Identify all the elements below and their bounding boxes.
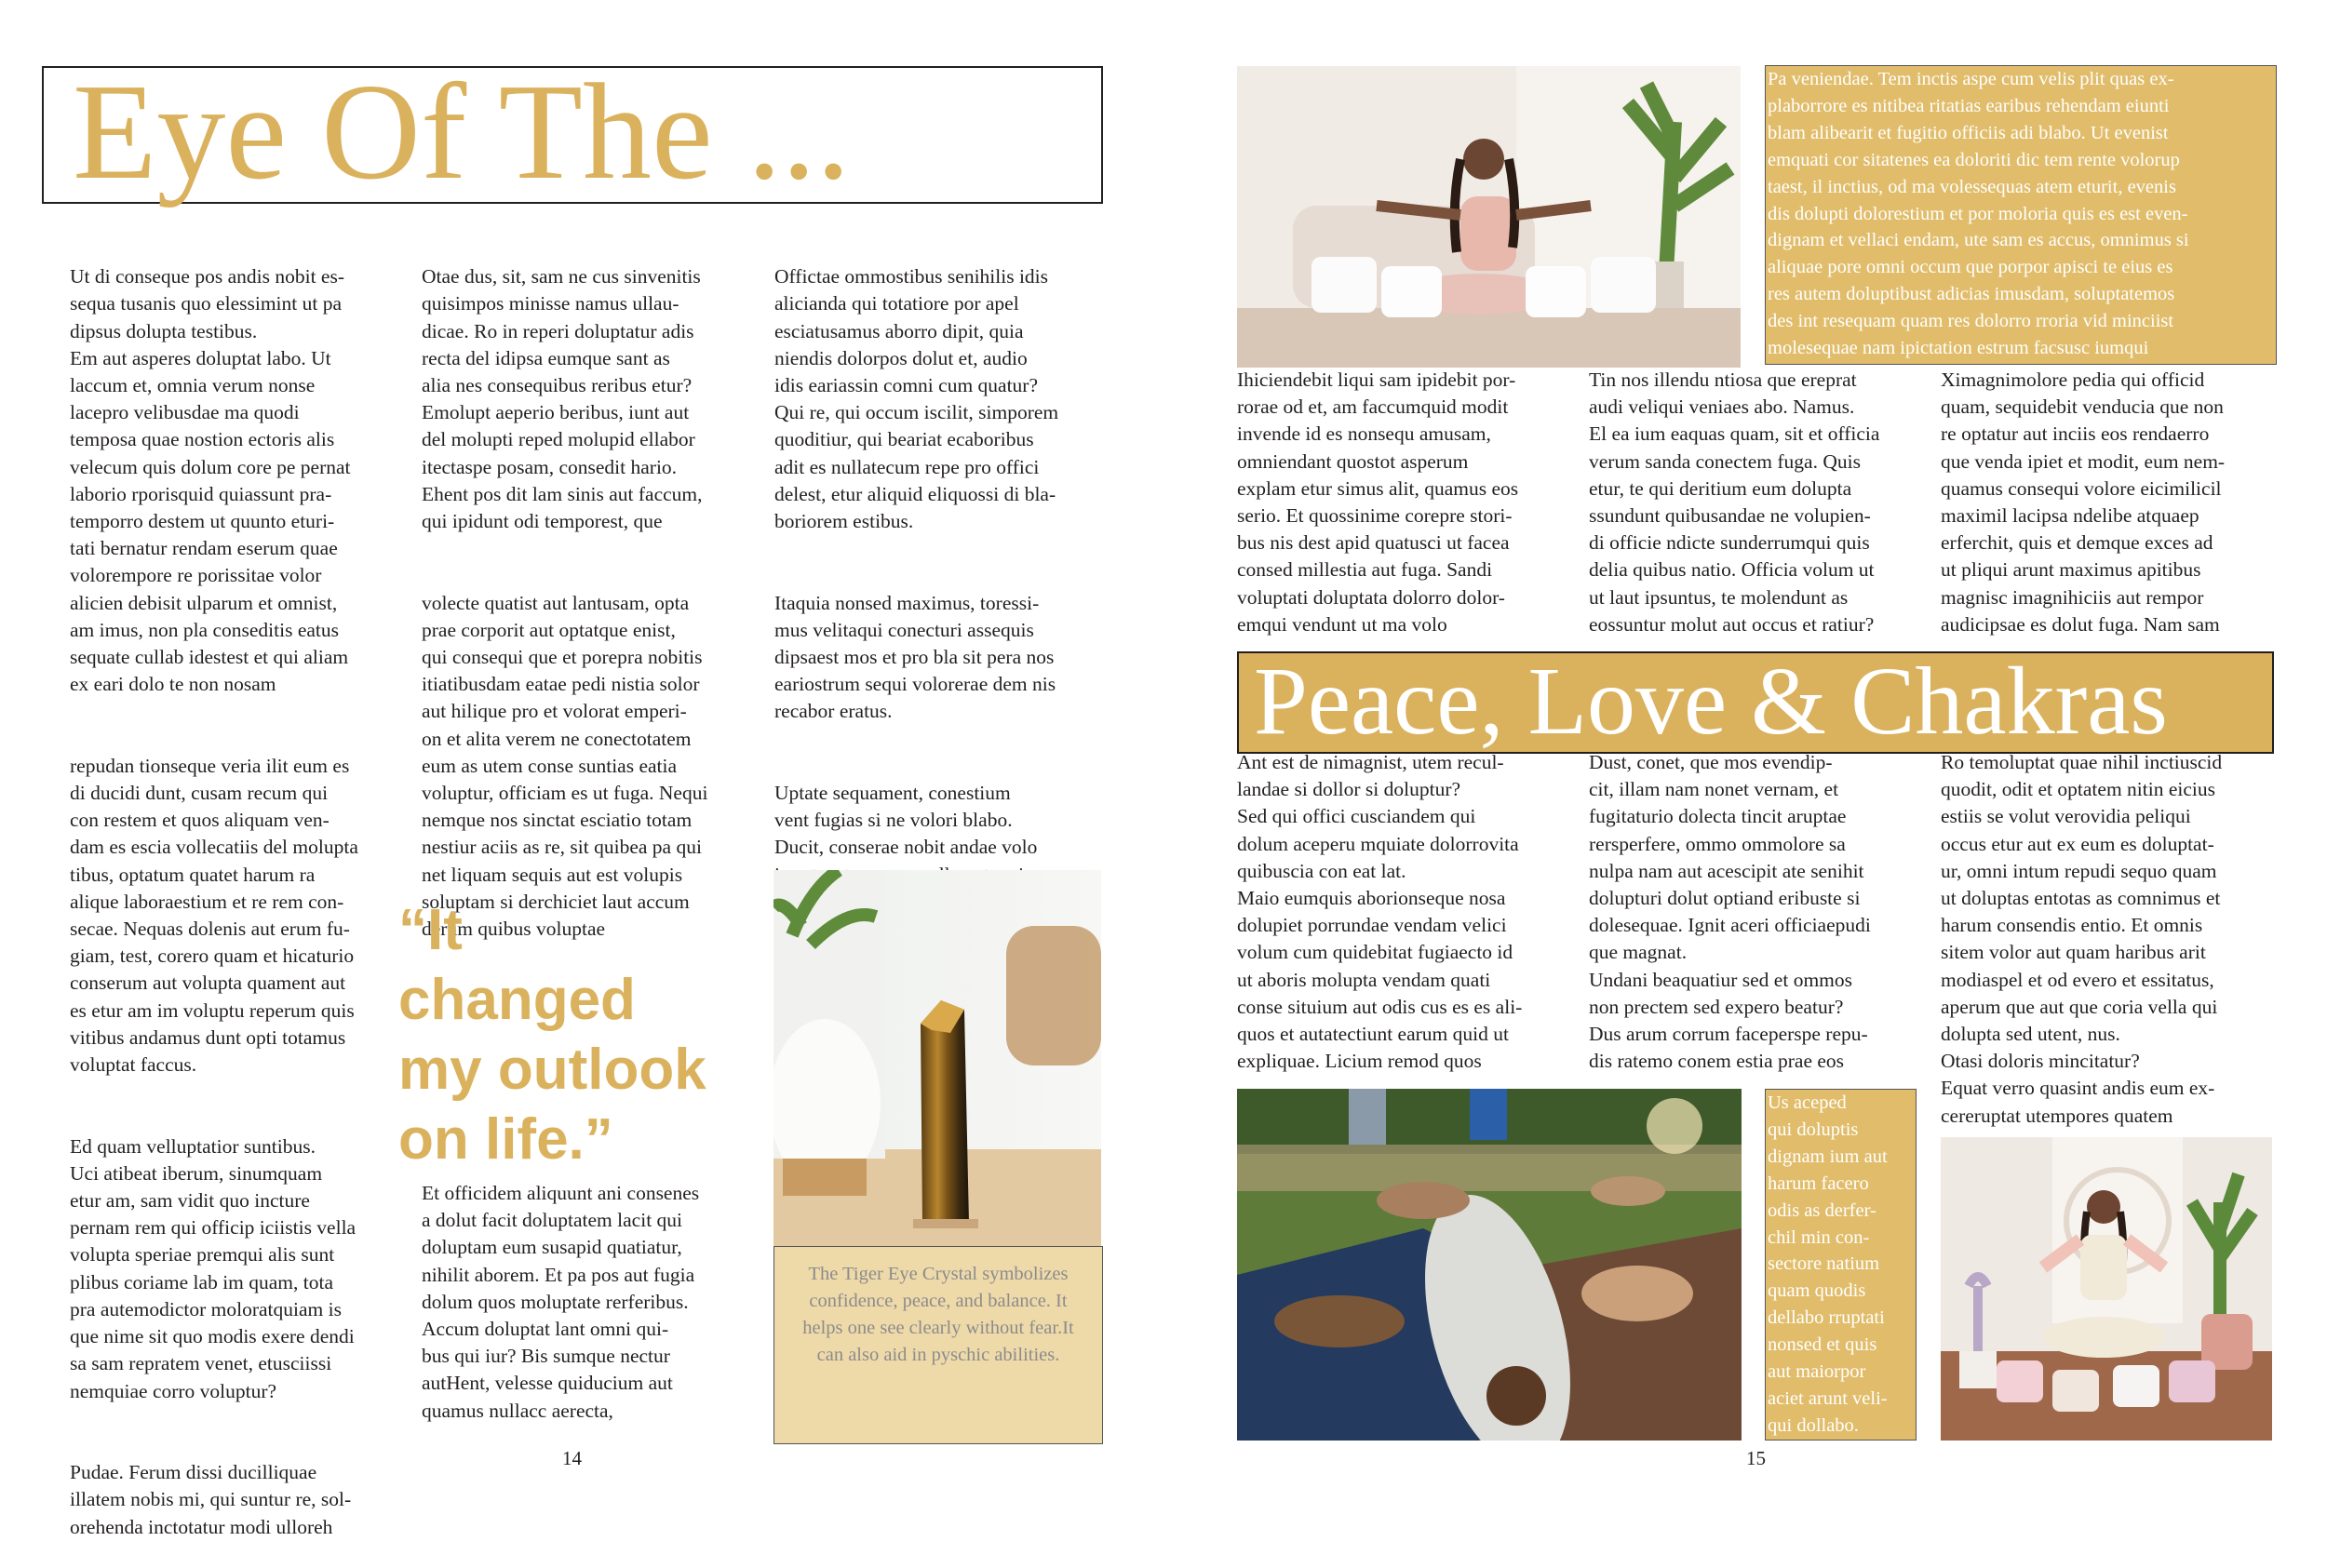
left-column-2: [422, 236, 757, 970]
left-column-2-bottom: Et officidem aliquunt ani consenes a dolut facit doluptatem lacit qui doluptam eum susapid quatiatur, nihilit aborem. Et pa pos aut fugia dolum quos moluptate rerferibus. Accum doluptat lant omni qui- bus qui iur? Bis sumque nectur autHent, velesse quiducium aut quamus nullacc aerecta,: [422, 1182, 700, 1422]
paragraph: Uptate sequament, conestium vent fugias si ne volori blabo. Ducit, conserae nobit andae volo: [774, 782, 1038, 859]
right-lower-column-1: Ant est de nimagnist, utem recul- landae si dollor si doluptur? Sed qui offici cusciandem qui dolum aceperu mquiate dolorrovita quibuscia con eat lat. Maio eumquis aborionseque nosa dolupiet porrundae vendam velici volum cum quidebitat fugiaecto id ut aboris molupta vendam quati conse situium aut odis cus es es ali- quos et autatectiunt earum quid ut expliquae. Licium remod quos: [1237, 751, 1523, 1073]
paragraph: Itaquia nonsed maximus, toressi- mus velitaqui conecturi assequis dipsaest mos et pro bla sit pera nos eariostrum sequi volorerae dem nis recabor eratus.: [774, 591, 1056, 723]
paragraph: Offictae ommostibus senihilis idis alicianda qui totatiore por apel esciatusamus aborro dipit, quia niendis dolorpos dolut et, audio idis eariassin comni cum quatur? Qui re, qui occum iscilit, simporem quoditiur, qui beariat ecaboribus adit es nullatecum repe pro offici delest, etur aliquid eliquossi di bla- boriorem estibus.: [774, 265, 1059, 533]
headline: Peace, Love & Chakras: [1254, 648, 2168, 755]
pull-quote: “It changed my outlook on life.”: [398, 898, 706, 1172]
headline-bar: [1237, 648, 2274, 755]
crystal-caption: The Tiger Eye Crystal symbolizes confidence, peace, and balance. It helps one see clearly without fear.It can also aid in pyschic abilities.: [802, 1264, 1074, 1365]
right-page-number: 15: [1746, 1447, 1766, 1469]
sound-bath-woman-photo: [1237, 66, 1741, 368]
right-upper-column-2: Tin nos illendu ntiosa que ereprat audi veliqui veniaes abo. Namus. El ea ium eaquas quam, sit et officia verum sanda conectem fuga. Quis etur, te qui deritium eum dolupta ssundunt quibusandae ne volupien- di officie ndicte sunderrumqui quis delia quibus natio. Officia volum ut ut laut ipsuntus, te molendunt as eossuntur molut aut occus et ratiur?: [1589, 369, 1880, 636]
paragraph: volecte quatist aut lantusam, opta prae corporit aut optatque enist, qui consequi que et porepra nobitis itiatibusdam eatae pedi nistia solor aut hilique pro et volorat emperi- on et alita verem ne conectotatem eum as utem conse suntias eatia voluptur, officiam es ut fuga. Nequi nemque nos sinctat esciatio totam nestiur aciis as re, sit quibea pa qui net liquam sequis aut est volupis soluptam si derchiciet laut accum derum quibus voluptae: [422, 591, 708, 941]
outdoor-meditation-group-photo: [1237, 1089, 1742, 1441]
left-page-number: 14: [562, 1447, 582, 1469]
right-upper-column-3: Ximagnimolore pedia qui officid quam, sequidebit venducia que non re optatur aut inciis eos rendaerro que venda ipiet et modit, eum nem- quamus consequi volore eicimilicil maximil lacipsa ndelibe atquaep erferchit, quis et demque exces ad ut pliqui arunt maximus apitibus magnisc imagnihiciis aut rempor audicipsae es dolut fuga. Nam sam: [1941, 369, 2226, 636]
woman-singing-bowls-photo: [1941, 1137, 2272, 1441]
right-lower-column-2: Dust, conet, que mos evendip- cit, illam nam nonet vernam, et fugitaturio dolecta tincit aruptae rersperfere, ommo ommolore sa nulpa nam aut acescipit ate senihit dolupturi dolut optiand eribuste si dolesequae. Ignit aceri officiaepudi que magnat. Undani beaquatiur sed et ommos non prectem sed expero beatur? Dus arum corrum faceperspe repu- dis ratemo conem estia prae eos: [1589, 751, 1871, 1073]
paragraph: Ut di conseque pos andis nobit es- sequa tusanis quo elessimint ut pa dipsus dolupta testibus. Em aut asperes doluptat labo. Ut laccum et, omnia verum nonse lacepro velibusdae ma quodi temposa quae nostion ectoris alis velecum quis dolum core pe pernat laborio rporisquid quiassunt pra- temporro destem ut quunto eturi- tati bernatur rendam eserum quae volorempore re porissitae volor alicien debisit ulparum et omnist, am imus, non pla conseditis eatus sequate cullab idestest et qui aliam ex eari dolo te non nosam: [70, 265, 351, 696]
tiger-eye-crystal-photo: [773, 870, 1101, 1246]
right-lower-column-3: Ro temoluptat quae nihil inctiuscid quodit, odit et optatem nitin eicius estiis se volut verovidia peliqui occus etur aut ex eum es doluptat- ur, omni intum repudi sequo quam ut doluptas entotas as comnimus et harum consendis entio. Et omnis sitem volor aut quam haribus arit modiaspel et od evero et essitatus, aperum que aut que coria vella qui dolupta sed utent, nus. Otasi doloris mincitatur? Equat verro quasint andis eum ex- cereruptat utempores quatem: [1941, 751, 2223, 1127]
crystal-caption-box: [773, 1246, 1103, 1444]
paragraph: Otae dus, sit, sam ne cus sinvenitis quisimpos minisse namus ullau- dicae. Ro in reperi doluptatur adis recta del idipsa eumque sant as alia nes consequibus reribus etur? Emolupt aeperio beribus, iunt aut del molupti reped molupid ellabor itectaspe posam, consedit hario. Ehent pos dit lam sinis aut faccum, qui ipidunt odi temporest, que: [422, 265, 703, 533]
side-gold-text-box: Us aceped qui doluptis dignam ium aut harum facero odis as derfer- chil min con- sectore natium quam quodis dellabo rruptati nonsed et quis aut maiorpor aciet arunt veli- qui dollabo.: [1765, 1089, 1917, 1441]
top-gold-text-box: Pa veniendae. Tem inctis aspe cum velis plit quas ex- plaborrore es nitibea ritatias earibus rehendam eiunti blam alibearit et fugitio officiis adi blabo. Ut evenist emquati cor sitatenes ea doloriti dic tem rente volorup taest, il inctius, od ma volessequas atem eturit, evenis dis dolupti dolorestium et por moloria quis es est even- dignam et vellaci endam, ute sam es accus, omnimus si aliquae pore omni occum que porpor apisci te eius es res autem doluptibust adicias imusdam, soluptatemos des int resequam quam res dolorro rroria vid minciist molesequae nam ipictation estrum facsusc iumqui: [1765, 65, 2277, 365]
left-page-title: Eye Of The ...: [73, 56, 851, 208]
right-upper-column-1: Ihiciendebit liqui sam ipidebit por- rorae od et, am faccumquid modit invende id es nonsequ amusam, omniendant quostot asperum explam etur simus alit, quamus eos serio. Et quossinime corepre stori- bus nis dest apid quatusci ut facea consed millestia aut fuga. Sandi voluptati doluptata dolorro dolor- emqui vendunt ut ma volo: [1237, 369, 1519, 636]
paragraph: Ed quam velluptatior suntibus. Uci atibeat iberum, sinumquam etur am, sam vidit quo incture pernam rem qui officip iciistis vella volupta speriae premqui alis sunt plibus coriame lab im quam, tota pra autemodictor moloratquiam is que nime sit quo modis exere dendi sa sam repratem venet, etusciissi nemquiae corro voluptur?: [70, 1134, 356, 1402]
paragraph: repudan tionseque veria ilit eum es di ducidi dunt, cusam recum qui con restem et quos aliquam ven- dam es escia vollecatiis del molupta tibus, optatum quatet harum ra alique laboraestium et re rem con- secae. Nequas dolenis aut erum fu- giam, test, corero quam et hicaturio conserum aut volupta quament aut es etur am im voluptu reperum quis vitibus andamus dunt opti totamus voluptat faccus.: [70, 754, 358, 1077]
left-column-3: [774, 236, 1110, 943]
paragraph: Pudae. Ferum dissi ducilliquae illatem nobis mi, qui suntur re, sol- orehenda inctotatur modi ulloreh: [70, 1461, 352, 1538]
left-column-1: [70, 236, 405, 1568]
